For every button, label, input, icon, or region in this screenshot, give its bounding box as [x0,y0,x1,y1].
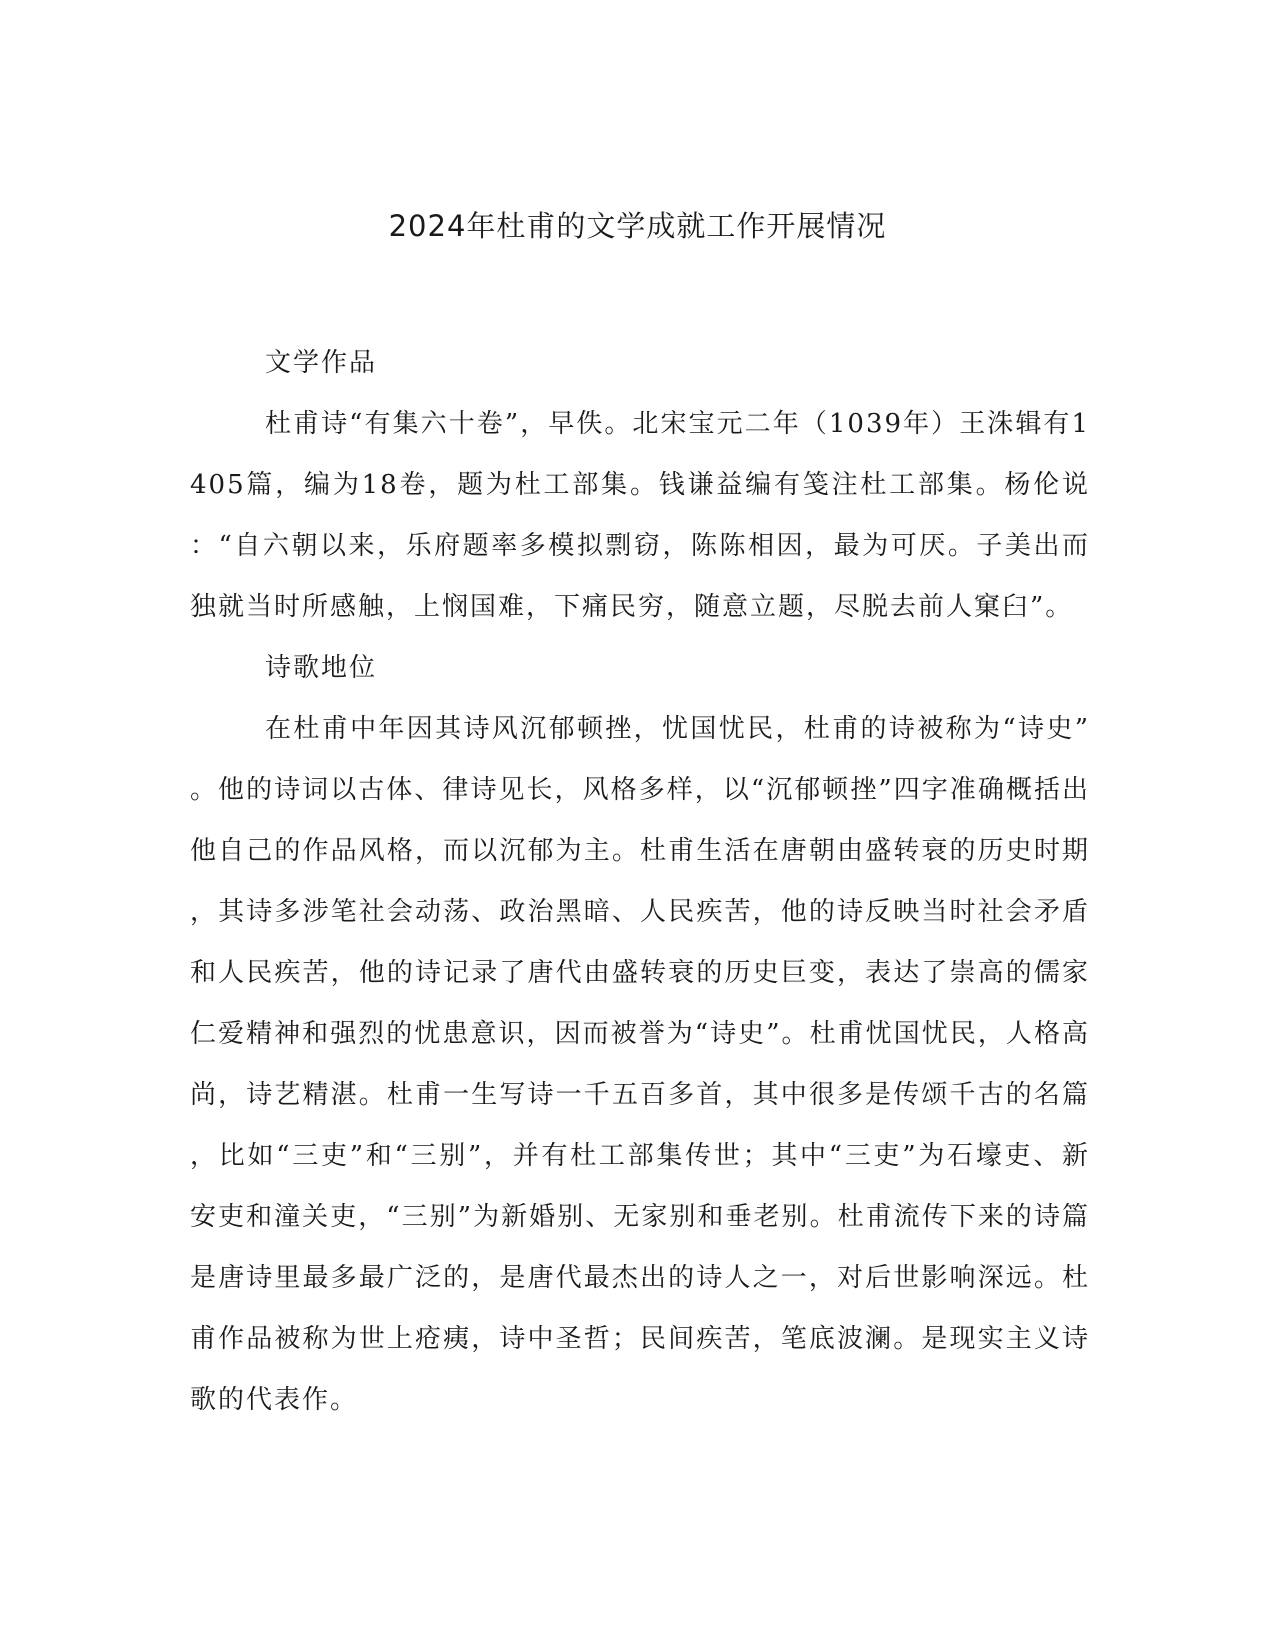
section-heading-poetry-status: 诗歌地位 [265,653,378,683]
section-paragraph-poetry-status: 在杜甫中年因其诗风沉郁顿挫，忧国忧民，杜甫的诗被称为“诗史”。他的诗词以古体、律诗见长，风格多样，以“沉郁顿挫”四字准确概括出他自己的作品风格，而以沉郁为主。杜甫生活在唐朝由盛转衰的历史时期，其诗多涉笔社会动荡、政治黑暗、人民疾苦，他的诗反映当时社会矛盾和人民疾苦，他的诗记录了唐代由盛转衰的历史巨变，表达了崇高的儒家仁爱精神和强烈的忧患意识，因而被誉为“诗史”。杜甫忧国忧民，人格高尚，诗艺精湛。杜甫一生写诗一千五百多首，其中很多是传颂千古的名篇，比如“三吏”和“三别”，并有杜工部集传世；其中“三吏”为石壕吏、新安吏和潼关吏，“三别”为新婚别、无家别和垂老别。杜甫流传下来的诗篇是唐诗里最多最广泛的，是唐代最杰出的诗人之一，对后世影响深远。杜甫作品被称为世上疮痍，诗中圣哲；民间疾苦，笔底波澜。是现实主义诗歌的代表作。 [190,714,1090,1415]
document-body [190,333,1090,1431]
page-title: 2024年杜甫的文学成就工作开展情况 [388,209,887,243]
section-heading-literary-works: 文学作品 [265,348,378,378]
section-paragraph-literary-works: 杜甫诗“有集六十卷”，早佚。北宋宝元二年（1039年）王洙辑有1405篇，编为18卷，题为杜工部集。钱谦益编有笺注杜工部集。杨伦说：“自六朝以来，乐府题率多模拟剽窃，陈陈相因，最为可厌。子美出而独就当时所感触，上悯国难，下痛民穷，随意立题，尽脱去前人窠臼”。 [190,409,1090,622]
